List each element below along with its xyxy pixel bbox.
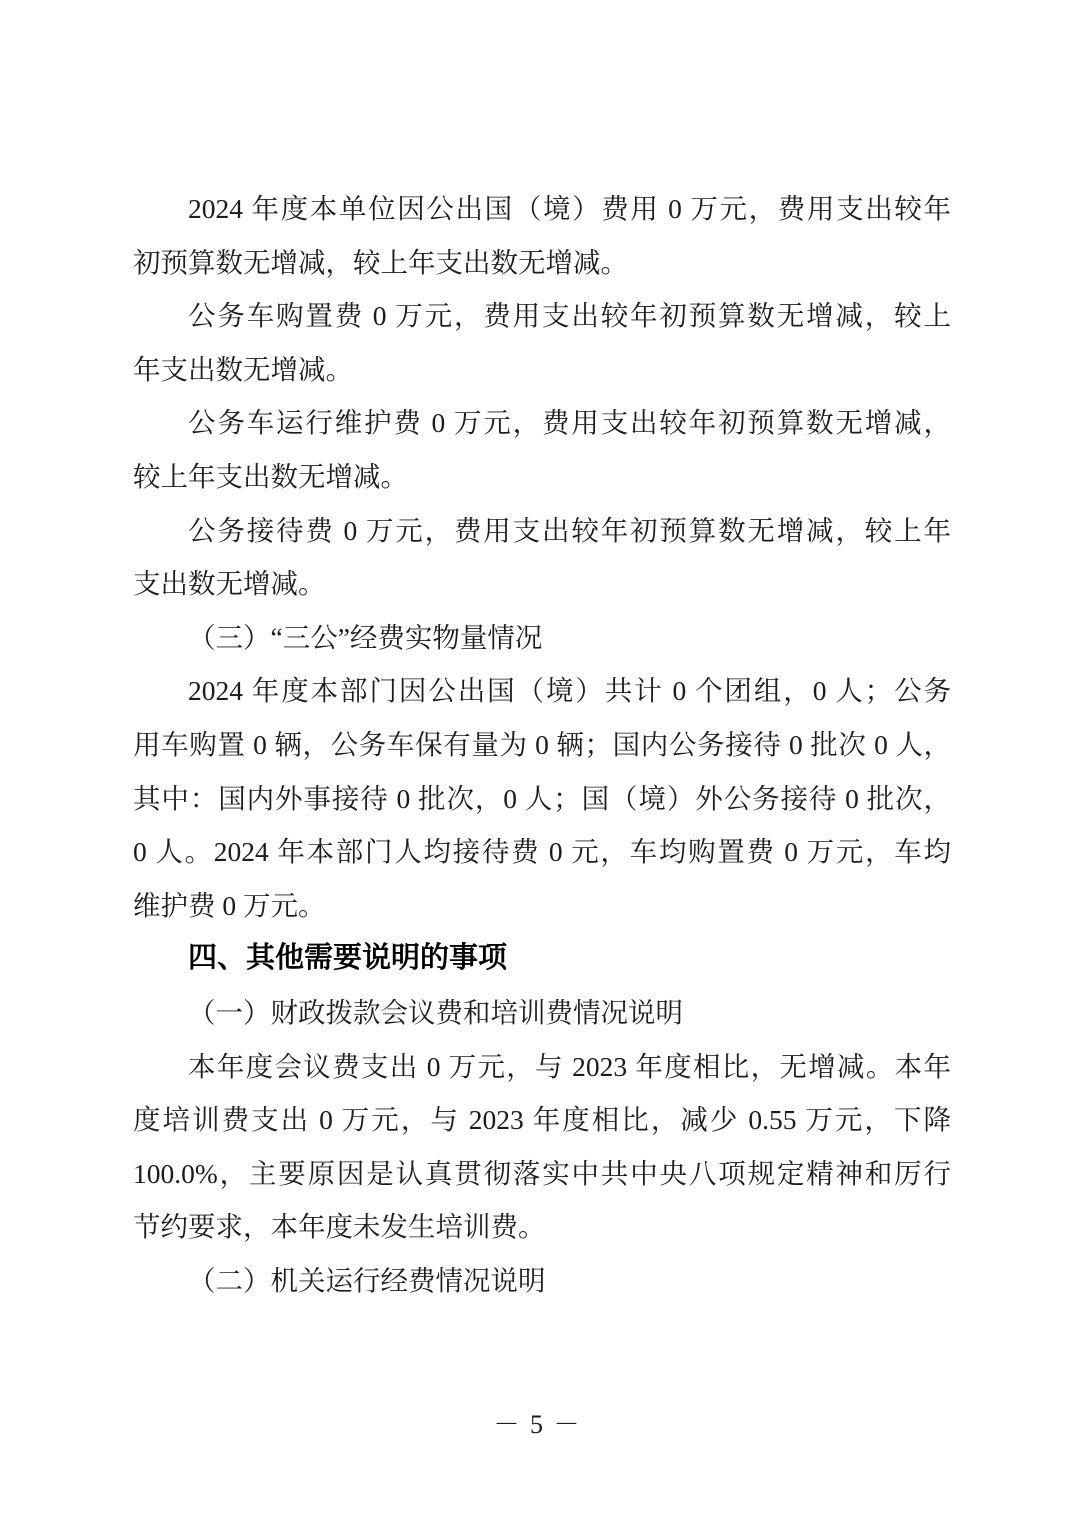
- subsection-heading-three: （三）“三公”经费实物量情况: [188, 621, 543, 653]
- body-line-6: 较上年支出数无增减。: [133, 460, 408, 492]
- body-line-12: 其中：国内外事接待 0 批次，0 人；国（境）外公务接待 0 批次，: [133, 782, 951, 814]
- body-line-5: 公务车运行维护费 0 万元，费用支出较年初预算数无增减，: [188, 407, 951, 439]
- body-line-3: 公务车购置费 0 万元，费用支出较年初预算数无增减，较上: [188, 300, 951, 332]
- body-line-11: 用车购置 0 辆，公务车保有量为 0 辆；国内公务接待 0 批次 0 人，: [133, 728, 951, 760]
- body-line-14: 维护费 0 万元。: [133, 889, 326, 921]
- subsection-heading-two: （二）机关运行经费情况说明: [188, 1264, 546, 1296]
- document-body: [133, 182, 951, 1307]
- body-line-1: 2024 年度本单位因公出国（境）费用 0 万元，费用支出较年: [188, 193, 951, 224]
- body-line-7: 公务接待费 0 万元，费用支出较年初预算数无增减，较上年: [188, 514, 951, 546]
- body-line-2: 初预算数无增减，较上年支出数无增减。: [133, 246, 628, 278]
- body-line-18: 度培训费支出 0 万元，与 2023 年度相比，减少 0.55 万元，下降: [133, 1104, 951, 1136]
- body-line-4: 年支出数无增减。: [133, 353, 353, 385]
- body-line-10: 2024 年度本部门因公出国（境）共计 0 个团组，0 人；公务: [188, 675, 951, 707]
- body-line-8: 支出数无增减。: [133, 568, 326, 600]
- subsection-heading-one: （一）财政拨款会议费和培训费情况说明: [188, 996, 683, 1028]
- page-number: － 5 －: [493, 1410, 582, 1439]
- body-line-20: 节约要求，本年度未发生培训费。: [133, 1211, 546, 1243]
- section-heading-four: 四、其他需要说明的事项: [188, 942, 508, 975]
- body-line-19: 100.0%，主要原因是认真贯彻落实中共中央八项规定精神和厉行: [133, 1157, 951, 1189]
- body-line-17: 本年度会议费支出 0 万元，与 2023 年度相比，无增减。本年: [188, 1050, 951, 1082]
- body-line-13: 0 人。2024 年本部门人均接待费 0 元，车均购置费 0 万元，车均: [133, 836, 951, 868]
